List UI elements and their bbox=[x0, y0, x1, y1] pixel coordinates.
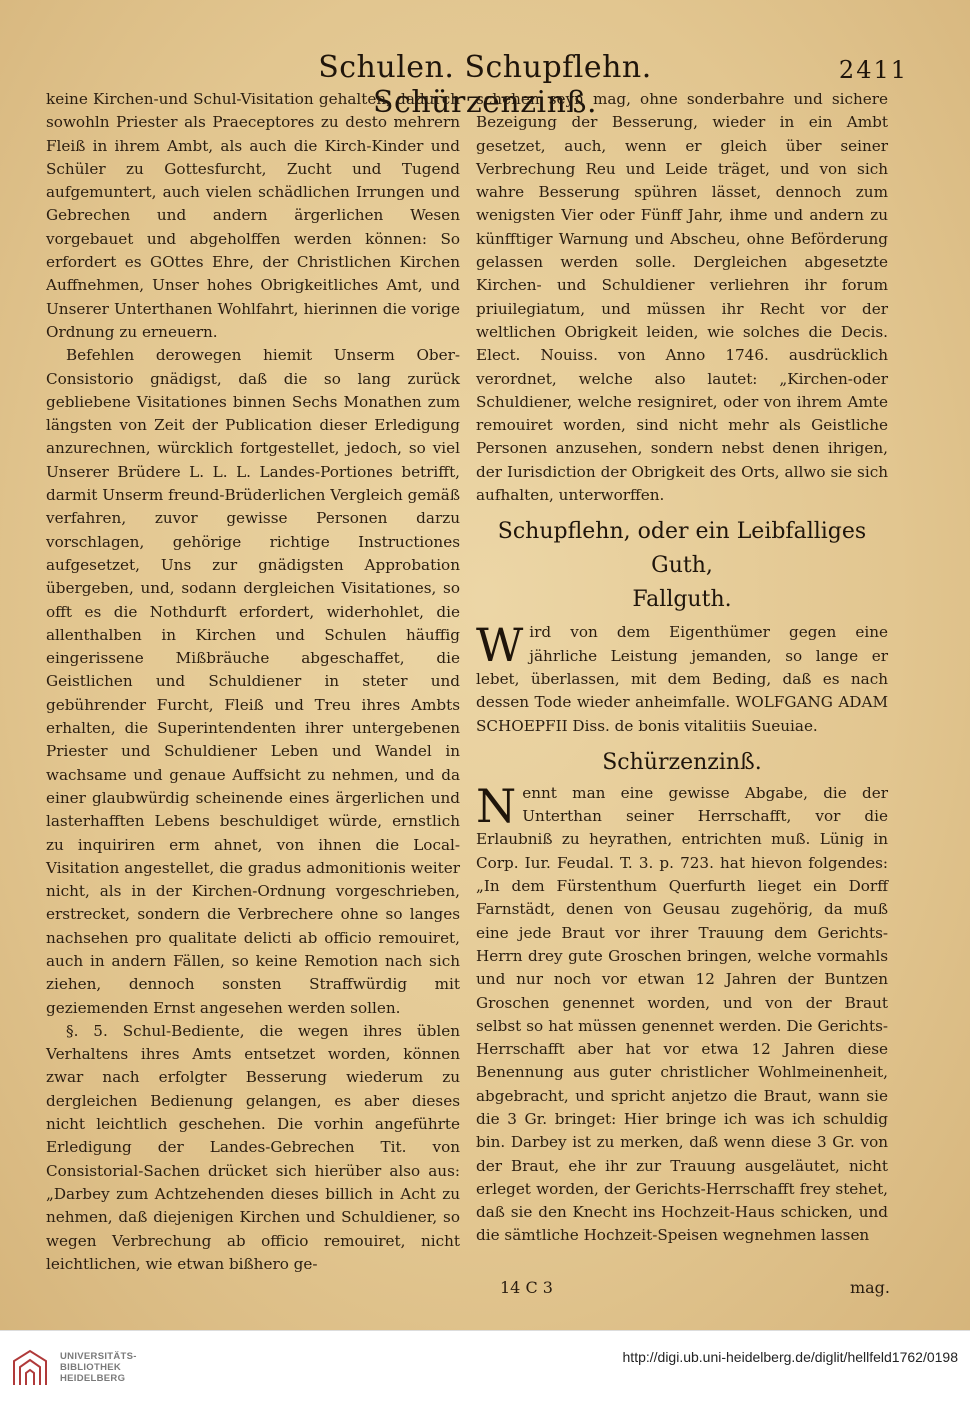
section-heading: Schupflehn, oder ein Leibfalliges Guth, bbox=[497, 519, 867, 579]
paragraph: Befehlen derowegen hiemit Unserm Ober-Consistorio gnädigst, daß die so lang zurück gebliebene Visitationes binnen Sechs Monathen zum längsten von Zeit der Publication dieser Erledigung anzurechnen, würcklich fortgestellet, jedoch, so viel Unserer Brüdere L. L. L. Landes-Portiones betrifft, darmit Unserm freund-Brüderlichen Vergleich gemäß verfahren, zuvor gewisse Personen darzu vorschlagen, gehörige richtige Instructiones aufgesetzet, Uns zur gnädigsten Approbation übergeben, und, sodann dergleichen Visitationes, so offt es die Nothdurft erfordert, widerhohlet, die allenthalben in Kirchen und Schulen häuffig eingerissene Mißbräuche abgeschaffet, die Geistlichen und Schuldiener in steter und gebührender Furcht, Fleiß und Treu ihres Ambts erhalten, die Superintendenten ihrer untergebenen Priester und Schuldiener Leben und Wandel in wachsame und genaue Auffsicht zu nehmen, und da einer glaubwürdig scheinende eines ärgerlichen und lasterhafften Lebens beschuldiget würde, ernstlich zu inquiriren erm ahnet, von ihnen die Local-Visitation angestellet, die gradus admonitionis weiter nicht, als in der Kirchen-Ordnung vorgeschrieben, erstrecket, sondern die Verbrechere ohne so langes nachsehen pro qualitate delicti ab officio remouiret, auch in andern Fällen, so keine Remotion nach sich ziehen, dennoch sonsten Straffwürdig mit geziemenden Ernst angesehen werden sollen. bbox=[46, 346, 460, 1017]
source-url[interactable]: http://digi.ub.uni-heidelberg.de/diglit/hellfeld1762/0198 bbox=[622, 1349, 958, 1365]
library-name bbox=[60, 1351, 137, 1384]
running-header bbox=[0, 48, 970, 120]
paragraph: §. 5. Schul-Bediente, die wegen ihres üblen Verhaltens ihres Amts entsetzet worden, können zwar nach erfolgter Besserung wiederum zu dergleichen Bedienung gelangen, es aber dieses nicht leichtlich geschehen. Die vorhin angeführte Erledigung der Landes-Gebrechen Tit. von Consistorial-Sachen drücket sich hierüber also aus: „Darbey zum Achtzehenden dieses billich in Acht zu nehmen, daß diejenigen Kirchen und Schuldiener, so wegen Verbrechung ab officio remouiret, nicht leichtlichen, wie etwan bißhero ge- bbox=[46, 1021, 460, 1273]
drop-cap: N bbox=[476, 778, 517, 833]
section-text bbox=[476, 778, 888, 1248]
signature-mark: 14 C 3 bbox=[500, 1278, 553, 1297]
catchword: mag. bbox=[849, 1278, 890, 1297]
library-name-line: HEIDELBERG bbox=[60, 1373, 126, 1384]
section-subheading: Fallguth. bbox=[632, 587, 732, 613]
section-text bbox=[476, 618, 888, 737]
section-body: ird von dem Eigenthümer gegen eine jährliche Leistung jemanden, so lange er lebet, überlassen, mit dem Beding, daß es nach dessen Tode wieder anheimfalle. WOLFGANG ADAM SCHOEPFII Diss. de bonis vitalitiis Sueuiae. bbox=[476, 623, 888, 735]
running-title: Schulen. Schupflehn. Schürzenzinß. bbox=[318, 50, 652, 120]
library-name-line: UNIVERSITÄTS- bbox=[60, 1351, 137, 1362]
page-number: 2411 bbox=[838, 56, 908, 84]
paragraph: keine Kirchen-und Schul-Visitation gehalten, dadurch sowohln Priester als Praeceptores zu desto mehrern Fleiß in ihrem Ambt, als auch die Kirch-Kinder und Schüler zu Gottesfurcht, Zucht und Tugend aufgemuntert, auch vielen schädlichen Irrungen und Gebrechen und andern ärgerlichen Wesen vorgebauet und abgeholffen werden können: So erfordert es GOttes Ehre, der Christlichen Kirchen Auffnehmen, Unser hohes Obrigkeitliches Amt, und Unserer Unterthanen Wohlfahrt, hierinnen die vorige Ordnung zu erneuern. bbox=[46, 90, 460, 341]
paragraph: schehen seyn mag, ohne sonderbahre und sichere Bezeigung der Besserung, wieder in ein Ambt gesetzet, auch, wenn er gleich über seiner Verbrechung Reu und Leide träget, und von sich wahre Besserung spühren lässet, dennoch zum wenigsten Vier oder Fünff Jahr, ihme und andern zu künfftiger Warnung und Abscheu, ohne Beförderung gelassen werden solle. Dergleichen abgesetzte Kirchen- und Schuldiener verliehren ihr forum priuilegiatum, und müssen ihr Recht vor der weltlichen Obrigkeit leiden, wie solches die Decis. Elect. Nouiss. von Anno 1746. ausdrücklich verordnet, welche also lautet: „Kirchen-oder Schuldiener, welche resigniret, oder von ihrem Amte remouiret worden, sind nicht mehr als Geistliche Personen anzusehen, sondern nebst denen ihrigen, der Iurisdiction der Obrigkeit des Orts, allwo sie sich aufhalten, unterworffen. bbox=[476, 90, 888, 505]
section-heading: Schürzenzinß. bbox=[602, 749, 762, 775]
right-column bbox=[476, 88, 888, 1248]
library-name-line: BIBLIOTHEK bbox=[60, 1362, 122, 1373]
page-footer bbox=[460, 1278, 890, 1308]
drop-cap: W bbox=[476, 618, 524, 673]
section-body: ennt man eine gewisse Abgabe, die der Unterthan seiner Herrschafft, vor die Erlaubniß zu heyrathen, entrichten muß. Lünig in Corp. Iur. Feudal. T. 3. p. 723. hat hievon folgendes: „In dem Fürstenthum Querfurth lieget ein Dorff Farnstädt, denen von Geusau zugehörig, da muß eine jede Braut vor ihrer Trauung dem Gerichts-Herrn drey gute Groschen bringen, welche vormahls und nur noch vor etwan 12 Jahren der Buntzen Groschen genennet worden, und von der Braut selbst so hat müssen genennet werden. Die Gerichts-Herrschafft aber hat vor etwa 12 Jahren diese Benennung aus guter christlicher Wohlmeinenheit, abgebracht, und spricht anjetzo die Braut, wann sie die 3 Gr. bringet: Hier bringe ich was ich schuldig bin. Darbey ist zu merken, daß wenn diese 3 Gr. von der Braut, ehe ihr zur Trauung ausgeläutet, nicht erleget worden, der Gerichts-Herrschafft frey stehet, daß sie den Knecht ins Hochzeit-Haus schicken, und die sämtliche Hochzeit-Speisen wegnehmen lassen bbox=[476, 783, 888, 1245]
left-column bbox=[46, 88, 460, 1276]
university-library-logo-icon bbox=[8, 1347, 52, 1391]
library-bar bbox=[0, 1330, 970, 1406]
